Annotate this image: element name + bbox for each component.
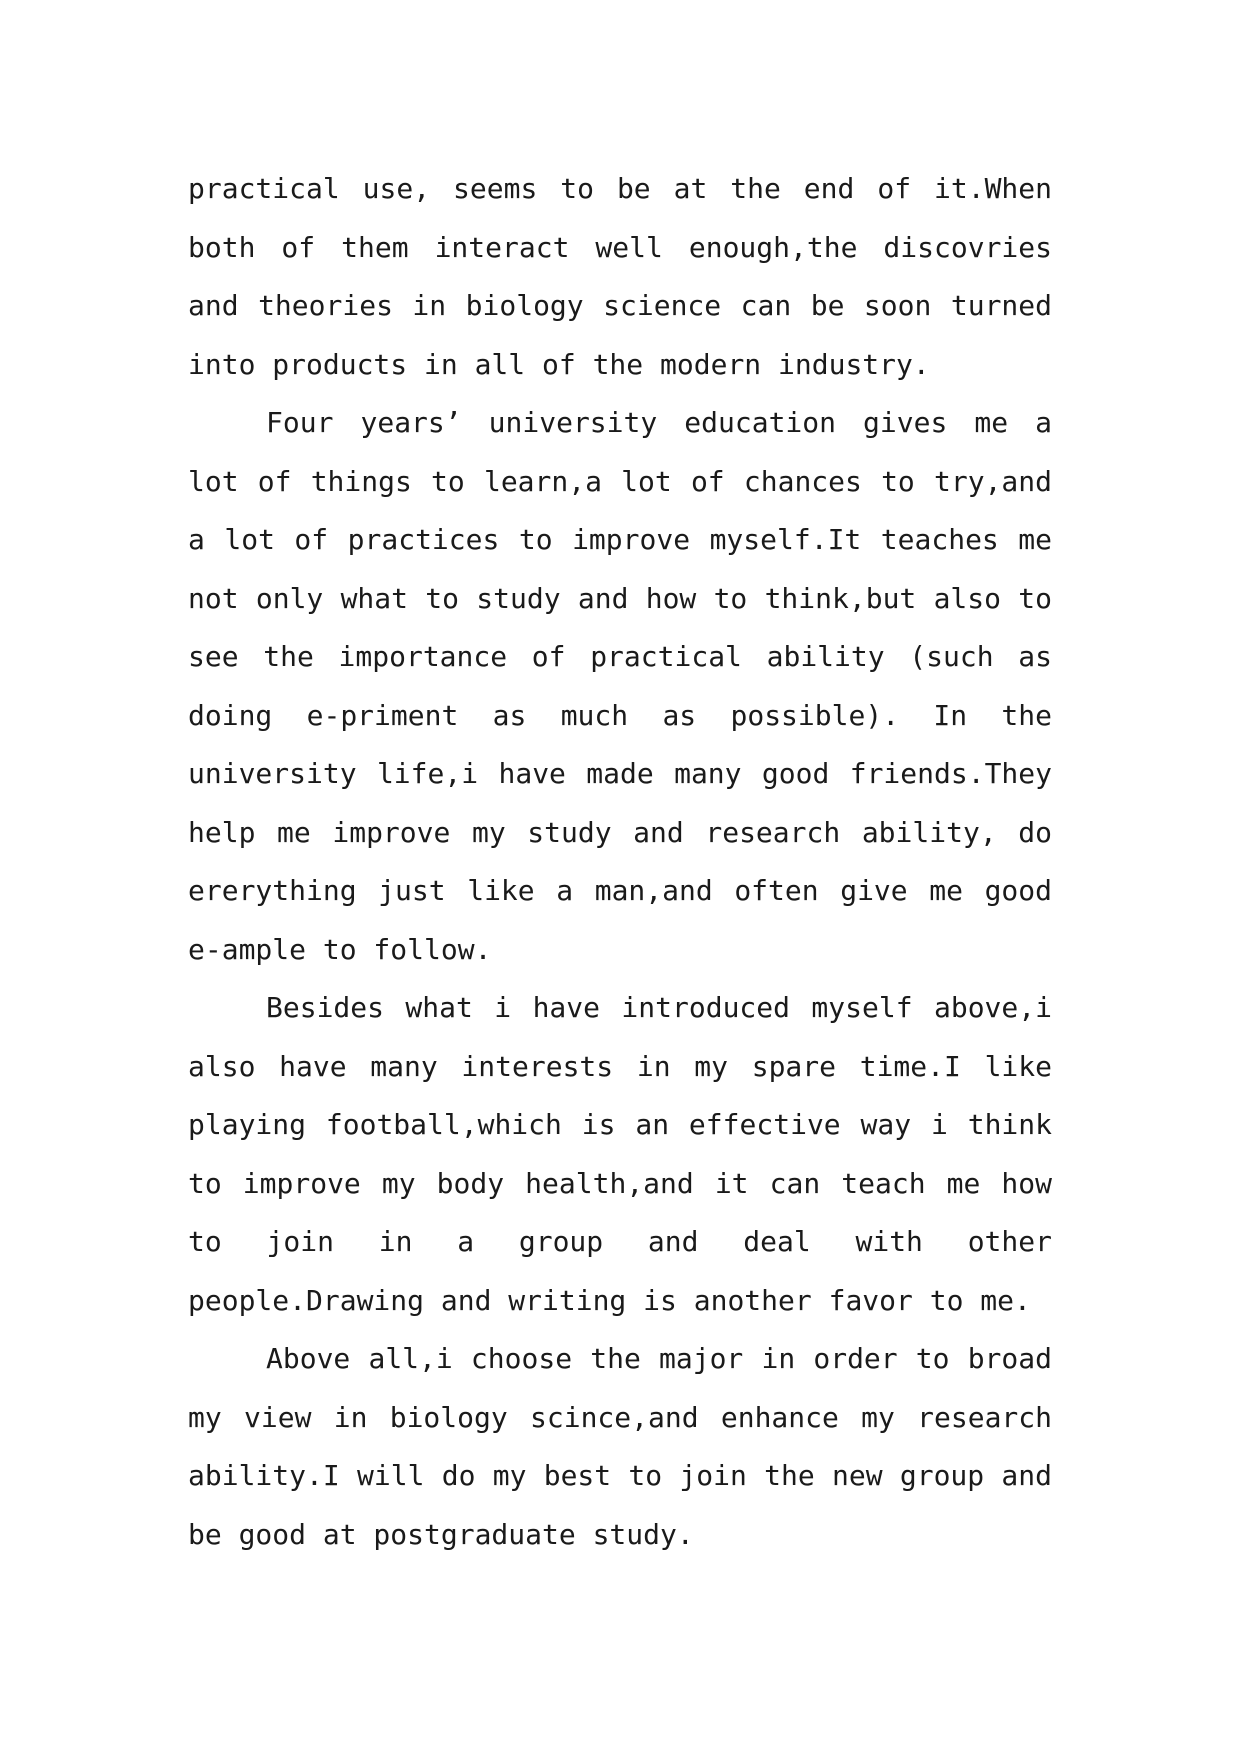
paragraph-2: Four years’ university education gives me a lot of things to learn,a lot of chances to try,and a lot of practices to improve myself.It teaches me not only what to study and how to think,but also to see the importance of practical ability (such as doing e-priment as much as possible). In the university life,i have made many good friends.They help me improve my study and research ability, do ererything just like a man,and often give me good e-ample to follow. bbox=[188, 406, 1052, 966]
paragraph-3: Besides what i have introduced myself above,i also have many interests in my spare time.I like playing football,which is an effective way i think to improve my body health,and it can teach me how to join in a group and deal with other people.Drawing and writing is another favor to me. bbox=[188, 991, 1052, 1317]
paragraph-1: practical use, seems to be at the end of it.When both of them interact well enough,the discovries and theories in biology science can be soon turned into products in all of the modern industry. bbox=[188, 172, 1052, 381]
paragraph-4: Above all,i choose the major in order to broad my view in biology scince,and enhance my research ability.I will do my best to join the new group and be good at postgraduate study. bbox=[188, 1342, 1052, 1551]
body-text bbox=[188, 160, 1052, 1564]
